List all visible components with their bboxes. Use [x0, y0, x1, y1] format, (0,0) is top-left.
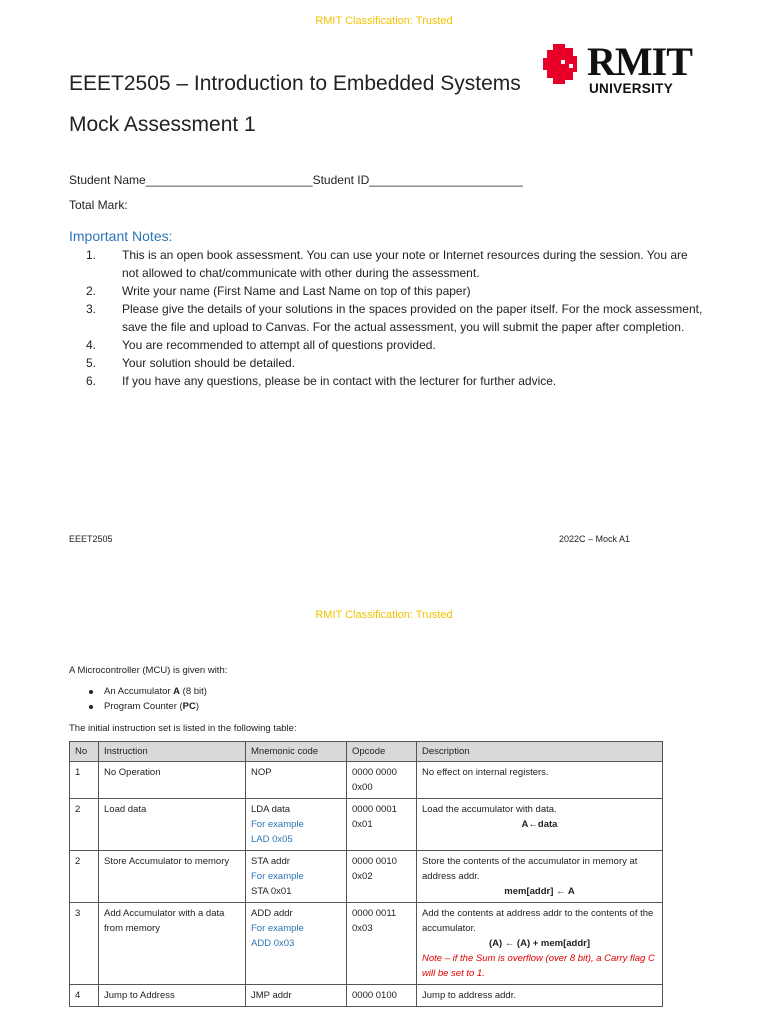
note-text: Please give the details of your solutions in the spaces provided on the paper itself. For the mock assessment, save the file and upload to Canvas. For the actual assessment, you will submit the paper after completion.: [122, 302, 703, 334]
student-id-field[interactable]: _______________________: [369, 173, 523, 187]
footer-course-code: EEET2505: [69, 534, 113, 544]
note-item: [86, 300, 706, 336]
overflow-note: Note – if the Sum is overflow (over 8 bit), a Carry flag C will be set to 1.: [422, 953, 655, 979]
table-row: 1 No Operation NOP 0000 0000 0x00 No effect on internal registers.: [70, 762, 663, 799]
logo-wordmark: RMIT: [587, 39, 692, 84]
notes-heading: Important Notes:: [69, 228, 173, 244]
student-name-field[interactable]: _________________________: [145, 173, 313, 187]
classification-label-page2: RMIT Classification: Trusted: [315, 609, 453, 621]
table-row: 4 Jump to Address JMP addr 0000 0100 Jump to address addr.: [70, 985, 663, 1007]
rmit-pixel-pen-icon: [543, 44, 583, 84]
instruction-set-table: [69, 741, 663, 1007]
note-text: Your solution should be detailed.: [122, 356, 296, 370]
formula: (A) ← (A) + mem[addr]: [488, 938, 591, 949]
note-number: 4.: [86, 338, 97, 352]
classification-label-top: RMIT Classification: Trusted: [315, 15, 453, 27]
note-number: 3.: [86, 302, 97, 316]
note-number: 1.: [86, 248, 97, 262]
feature-item: Program Counter (PC): [86, 699, 207, 714]
note-text: Write your name (First Name and Last Name on top of this paper): [122, 284, 471, 298]
note-text: You are recommended to attempt all of questions provided.: [122, 338, 436, 352]
feature-item: An Accumulator A (8 bit): [86, 684, 207, 699]
note-number: 6.: [86, 374, 97, 388]
note-item: [86, 354, 706, 372]
table-intro: The initial instruction set is listed in the following table:: [69, 723, 297, 734]
rmit-logo: [543, 39, 693, 100]
footer-version: 2022C – Mock A1: [559, 534, 631, 544]
note-number: 5.: [86, 356, 97, 370]
table-header-row: [70, 742, 663, 762]
note-item: [86, 246, 706, 282]
student-id-label: Student ID: [312, 173, 370, 187]
col-header-description: Description: [417, 742, 663, 762]
col-header-opcode: Opcode: [347, 742, 417, 762]
mcu-intro: A Microcontroller (MCU) is given with:: [69, 665, 228, 676]
table-row: 2 Load data LDA data For example LAD 0x05 0000 0001 0x01 Load the accumulator with data. A←data: [70, 799, 663, 851]
total-mark-label: Total Mark:: [69, 198, 128, 212]
col-header-mnemonic: Mnemonic code: [246, 742, 347, 762]
student-name-label: Student Name: [69, 173, 146, 187]
note-item: [86, 372, 706, 390]
mcu-features-list: [86, 684, 207, 714]
notes-list: [86, 246, 706, 390]
note-text: If you have any questions, please be in contact with the lecturer for further advice.: [122, 374, 557, 388]
assessment-title: Mock Assessment 1: [69, 113, 256, 136]
formula: A←data: [521, 819, 558, 830]
col-header-no: No: [70, 742, 99, 762]
table-row: 3 Add Accumulator with a data from memory ADD addr For example ADD 0x03 0000 0011 0x03 Add the contents at address addr to the contents of the accumulator. (A) ← (A) + mem[addr] Note – if the Sum is overflow (over 8 bit), a Carry flag C will be set to 1.: [70, 903, 663, 985]
formula: mem[addr] ← A: [504, 886, 575, 897]
logo-subtitle: UNIVERSITY: [589, 81, 674, 96]
note-text: This is an open book assessment. You can use your note or Internet resources during the session. You are not allowed to chat/communicate with other during the assessment.: [122, 248, 688, 280]
note-item: [86, 336, 706, 354]
course-title: EEET2505 – Introduction to Embedded Systems: [69, 72, 521, 95]
note-item: [86, 282, 706, 300]
note-number: 2.: [86, 284, 97, 298]
col-header-instruction: Instruction: [99, 742, 246, 762]
table-row: 2 Store Accumulator to memory STA addr For example STA 0x01 0000 0010 0x02 Store the contents of the accumulator in memory at address addr. mem[addr] ← A: [70, 851, 663, 903]
student-info-row: [69, 173, 523, 187]
